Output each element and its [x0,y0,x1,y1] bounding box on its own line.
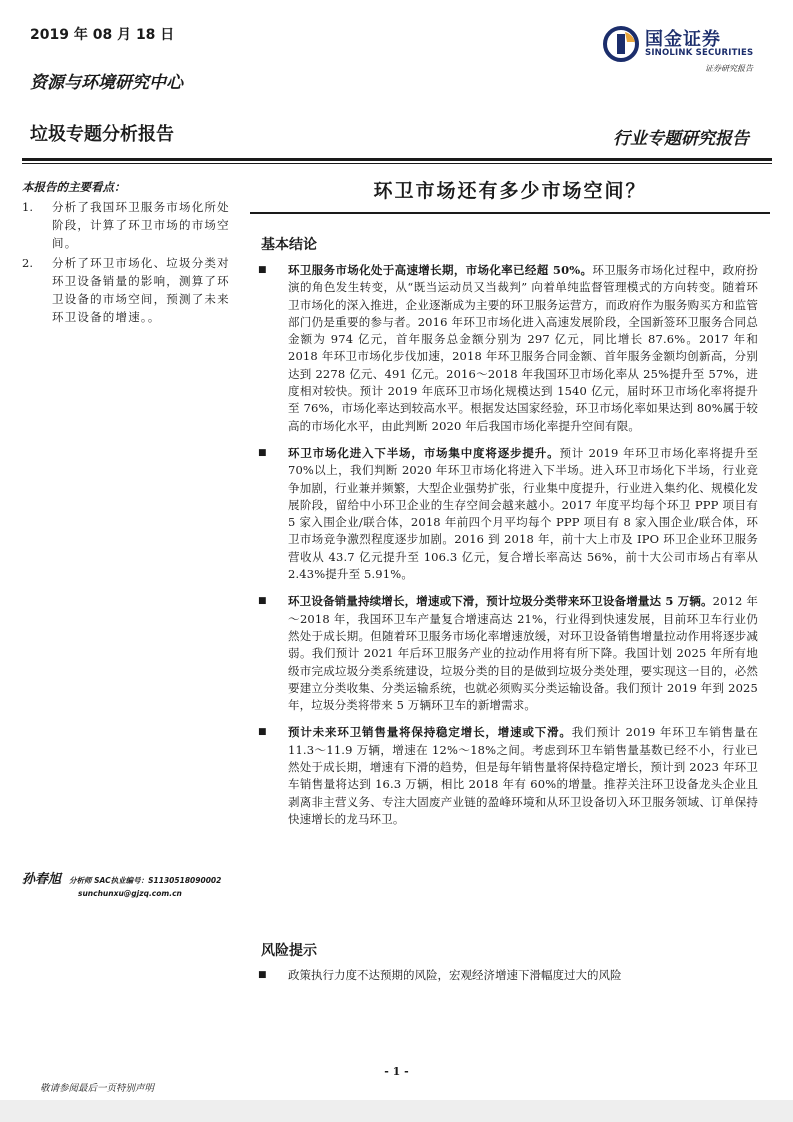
risk-text: 政策执行力度不达预期的风险，宏观经济增速下滑幅度过大的风险 [288,968,622,982]
analyst-role: 分析师 SAC执业编号：S1130518090002 [69,876,222,885]
logo-subtitle: 证券研究报告 [705,64,753,73]
header-divider-thin [22,163,772,164]
highlight-text: 分析了环卫市场化、垃圾分类对环卫设备销量的影响，测算了环卫设备的市场空间，预测了未来环卫设备的增速。。 [52,256,230,324]
conclusion-item [258,262,758,435]
footer-bar [0,1100,793,1122]
page-title: 环卫市场还有多少市场空间？ [373,180,647,202]
logo-english-name: SINOLINK SECURITIES [645,48,754,58]
highlight-item [22,198,234,252]
highlight-number: 2. [22,256,33,270]
analyst-name: 孙春旭 [22,872,62,887]
analyst-email[interactable]: sunchunxu@gjzq.com.cn [78,889,182,898]
conclusion-heading: 基本结论 [261,237,317,253]
report-category: 垃圾专题分析报告 [30,124,174,145]
square-bullet-icon: ■ [258,447,267,458]
conclusion-text: 环卫服务市场化过程中，政府扮演的角色发生转变，从“既当运动员又当裁判” 向着单纯监督管理模式的方向转变。随着环卫市场化的深入推进，企业逐渐成为主要的环卫服务运营方，而政府作为服务购买方和监管部门仍是重要的参与者。2016 年环卫市场化进入高速发展阶段，全国新签环卫服务合同总金额为 974 亿元，首年服务总金额分别为 297 亿元，同比增长 87.6%。2017 年和 2018 年环卫市场化步伐加速，2018 年环卫服务合同金额、首年服务金额均创新高，分别达到 2278 亿元、491 亿元。2016～2018 年我国环卫市场化率从 25%提升至 57%，进度相对较快。预计 2019 年底环卫市场化规模达到 1540 亿元，届时环卫市场化率将提升至 76%，市场化率达到较高水平。根据发达国家经验，环卫市场化率如果达到 80%属于较高的市场化水平，由此判断 2020 年后我国市场化率提升空间有限。 [288,263,758,433]
highlights-sidebar [22,178,234,326]
conclusion-text: 预计 2019 年环卫市场化率将提升至 70%以上，我们判断 2020 年环卫市场化将进入下半场。进入环卫市场化下半场，行业竞争加剧，行业兼并频繁，大型企业强势扩张，行业集中度提升，行业进入集约化、规模化发展阶段，留给中小环卫企业的生存空间会越来越小。2017 年度平均每个环卫 PPP 项目有 5 家入围企业/联合体，2018 年前四个月平均每个 PPP 项目有 8 家入围企业/联合体，环卫市场竞争激烈程度逐步加剧。2016 到 2018 年，前十大上市及 IPO 环卫企业环卫服务营收从 43.7 亿元提升至 106.3 亿元，复合增长率高达 56%，前十大公司市场占有率从 2.43%提升至 5.91%。 [288,445,758,582]
research-center-name: 资源与环境研究中心 [30,73,183,93]
highlights-heading: 本报告的主要看点： [22,180,126,194]
risk-heading: 风险提示 [261,943,317,959]
conclusion-item [258,593,758,714]
highlight-item [22,254,234,326]
logo-chinese-name: 国金证券 [645,29,721,50]
square-bullet-icon: ■ [258,970,267,980]
report-type: 行业专题研究报告 [613,129,749,149]
highlight-number: 1. [22,200,33,214]
report-date: 2019 年 08 月 18 日 [30,27,175,43]
analyst-info [22,868,240,898]
conclusion-lead: 环卫服务市场化处于高速增长期，市场化率已经超 50%。 [288,263,593,277]
conclusion-lead: 环卫设备销量持续增长，增速或下滑，预计垃圾分类带来环卫设备增量达 5 万辆。 [288,594,713,609]
conclusion-text: 我们预计 2019 年环卫车销售量在 11.3～11.9 万辆，增速在 12%～18%之间。考虑到环卫车销售量基数已经不小，行业已然处于成长期，增速有下滑的趋势，但是每年销售量将保持稳定增长，预计到 2023 年环卫车销售量将达到 16.3 万辆，相比 2018 年有 60%的增量。推荐关注环卫设备龙头企业且剥离非主营义务、专注大固废产业链的盈峰环境和从环卫设备切入环卫服务领域、订单保持快速增长的龙马环卫。 [288,725,759,826]
disclaimer-note: 敬请参阅最后一页特别声明 [40,1083,155,1094]
square-bullet-icon: ■ [258,727,267,738]
title-divider [250,212,770,214]
square-bullet-icon: ■ [258,596,267,607]
risk-item [258,967,758,984]
highlight-text: 分析了我国环卫服务市场化所处阶段，计算了环卫市场的市场空间。 [52,200,230,250]
header-divider [22,158,772,161]
conclusion-list [258,262,758,838]
conclusion-lead: 环卫市场化进入下半场，市场集中度将逐步提升。 [288,445,560,460]
conclusion-item [258,724,758,828]
conclusion-text: 2012 年～2018 年，我国环卫车产量复合增速高达 21%，行业得到快速发展，目前环卫车行业仍然处于成长期。但随着环卫服务市场化率增速放缓，对环卫设备销售增量拉动作用将逐步减弱。我们预计 2021 年后环卫服务产业的拉动作用将有所下降。我国计划 2025 年所有地级市完成垃圾分类系统建设，垃圾分类的目的是做到垃圾分类处理，要实现这一目的，必然要建立分类收集、分类运输系统，也就必须购买分类运输设备。我们预计 2019 年到 2025 年，垃圾分类将带来 5 万辆环卫车的新增需求。 [288,594,758,713]
sinolink-logo-icon [603,26,639,62]
page-number: - 1 - [384,1065,409,1078]
conclusion-lead: 预计未来环卫销售量将保持稳定增长，增速或下滑。 [288,725,572,740]
conclusion-item [258,445,758,583]
square-bullet-icon: ■ [258,265,267,275]
